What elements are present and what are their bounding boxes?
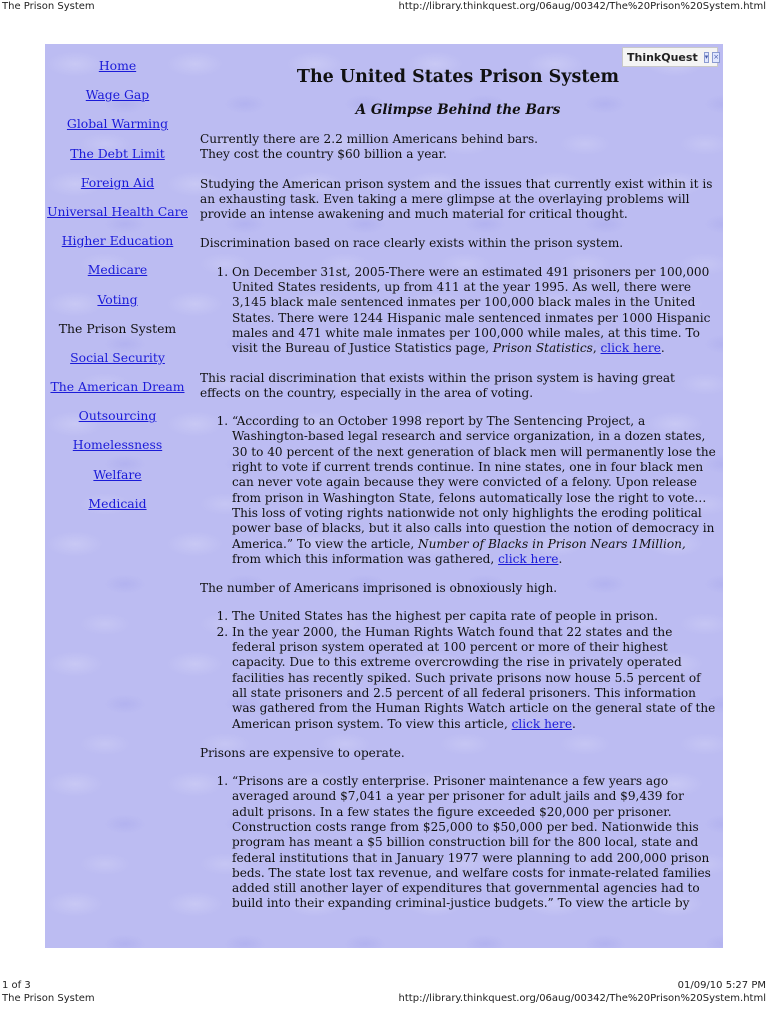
nav-link-higher-education[interactable]: Higher Education (61, 233, 174, 249)
nav-link-medicaid[interactable]: Medicaid (88, 495, 147, 511)
thinkquest-logo: ThinkQuest (627, 50, 698, 64)
nav-link-global-warming[interactable]: Global Warming (66, 116, 169, 132)
print-footer-title: The Prison System (2, 993, 95, 1004)
nav-link-foreign-aid[interactable]: Foreign Aid (80, 174, 155, 190)
nav-link-american-dream[interactable]: The American Dream (50, 379, 185, 395)
print-header-url: http://library.thinkquest.org/06aug/00342/The%20Prison%20System.html (398, 1, 766, 12)
intro-line-2: They cost the country $60 billion a year. (200, 147, 447, 162)
page-subtitle: A Glimpse Behind the Bars (355, 102, 561, 118)
nav-link-social-security[interactable]: Social Security (70, 349, 165, 365)
nav-link-outsourcing[interactable]: Outsourcing (78, 408, 157, 424)
list-item: 2. In the year 2000, the Human Rights Watch found that 22 states and the federal prison system operated at 100 percent or more of their highest capacity. Due to this extreme overcrowding the rise in privately operated facilities has recently spiked. Such private prisons now house 5.5 percent of all state prisoners and 2.5 percent of all federal prisoners. This information was gathered from the Human Rights Watch article on the general state of the American prison system. To view this article, click here. (232, 625, 716, 732)
race-statistics-list (200, 265, 716, 357)
article-title: Number of Blacks in Prison Nears 1Million, (418, 536, 686, 551)
cost-list (200, 774, 716, 912)
nav-link-debt-limit[interactable]: The Debt Limit (70, 145, 165, 161)
nav-link-homelessness[interactable]: Homelessness (72, 437, 163, 453)
prison-statistics-title: Prison Statistics (492, 341, 593, 356)
imprisonment-list (200, 609, 716, 731)
intro-line-1: Currently there are 2.2 million Americans behind bars. (200, 132, 539, 146)
page-title: The United States Prison System (296, 67, 620, 87)
list-item: 1. “According to an October 1998 report by The Sentencing Project, a Washington-based legal research and service organization, in a dozen states, 30 to 40 percent of the next generation of black men will permanently lose the right to vote if current trends continue. In nine states, one in four black men can never vote again because they were convicted of a felony. Upon release from prison in Washington State, felons automatically lose the right to vote…This loss of voting rights nationwide not only highlights the eroding political power base of blacks, but it also calls into question the notion of democracy in America.” To view the article, Number of Blacks in Prison Nears 1Million, from which this information was gathered, click here. (232, 414, 716, 567)
nav-item-prison-system-current: The Prison System (58, 320, 177, 336)
nav-link-welfare[interactable]: Welfare (93, 466, 142, 482)
discrimination-paragraph: Discrimination based on race clearly exists within the prison system. (200, 236, 624, 251)
list-item: 1. The United States has the highest per capita rate of people in prison. (232, 609, 716, 624)
close-icon[interactable]: × (713, 52, 720, 61)
sentencing-click-here-link[interactable]: click here (498, 551, 559, 566)
list-item: 1. “Prisons are a costly enterprise. Prisoner maintenance a few years ago averaged around $7,041 a year per prisoner for adult jails and $9,439 for adult prisons. In a few states the figure exceeded $20,000 per prisoner. Construction costs range from $25,000 to $50,000 per bed. Nationwide this program has meant a $5 billion construction bill for the 800 local, state and federal institutions that in January 1977 were planning to add 200,000 prison beds. The state lost tax revenue, and welfare costs for inmate-related families added still another layer of expenditures that governmental agencies had to build into their expanding criminal-justice budgets.” To view the article by (232, 774, 716, 912)
intro-paragraph (200, 132, 716, 163)
study-paragraph: Studying the American prison system and the issues that currently exist within it is an exhausting task. Even taking a mere glimpse at the overlaying problems will provide an intense awakening and much material for critical thought. (200, 176, 713, 222)
nav-link-medicare[interactable]: Medicare (87, 262, 148, 278)
page-panel (45, 44, 723, 948)
number-paragraph: The number of Americans imprisoned is obnoxiously high. (200, 581, 558, 596)
sidebar-nav (45, 57, 190, 524)
expensive-paragraph: Prisons are expensive to operate. (200, 745, 405, 760)
voting-paragraph: This racial discrimination that exists within the prison system is having great effects on the country, especially in the area of voting. (200, 370, 675, 400)
nav-link-wage-gap[interactable]: Wage Gap (85, 87, 150, 103)
print-footer-datetime: 01/09/10 5:27 PM (677, 980, 766, 991)
nav-link-universal-health-care[interactable]: Universal Health Care (47, 203, 188, 219)
chevron-down-icon[interactable]: ▾ (704, 52, 709, 61)
nav-link-voting[interactable]: Voting (97, 291, 138, 307)
print-header-title: The Prison System (2, 1, 95, 12)
hrw-click-here-link[interactable]: click here (511, 716, 572, 731)
main-content (200, 44, 716, 912)
bjs-click-here-link[interactable]: click here (600, 341, 661, 356)
print-footer-page: 1 of 3 (2, 980, 31, 991)
print-footer-url: http://library.thinkquest.org/06aug/00342/The%20Prison%20System.html (398, 993, 766, 1004)
voting-list (200, 414, 716, 567)
nav-link-home[interactable]: Home (98, 58, 137, 73)
list-item: 1. On December 31st, 2005-There were an estimated 491 prisoners per 100,000 United States residents, up from 411 at the year 1995. As well, there were 3,145 black male sentenced inmates per 100,000 black males in the United States. There were 1244 Hispanic male sentenced inmates per 1000 Hispanic males and 471 white male inmates per 100,000 while males, at this time. To visit the Bureau of Justice Statistics page, Prison Statistics, click here. (232, 265, 716, 357)
